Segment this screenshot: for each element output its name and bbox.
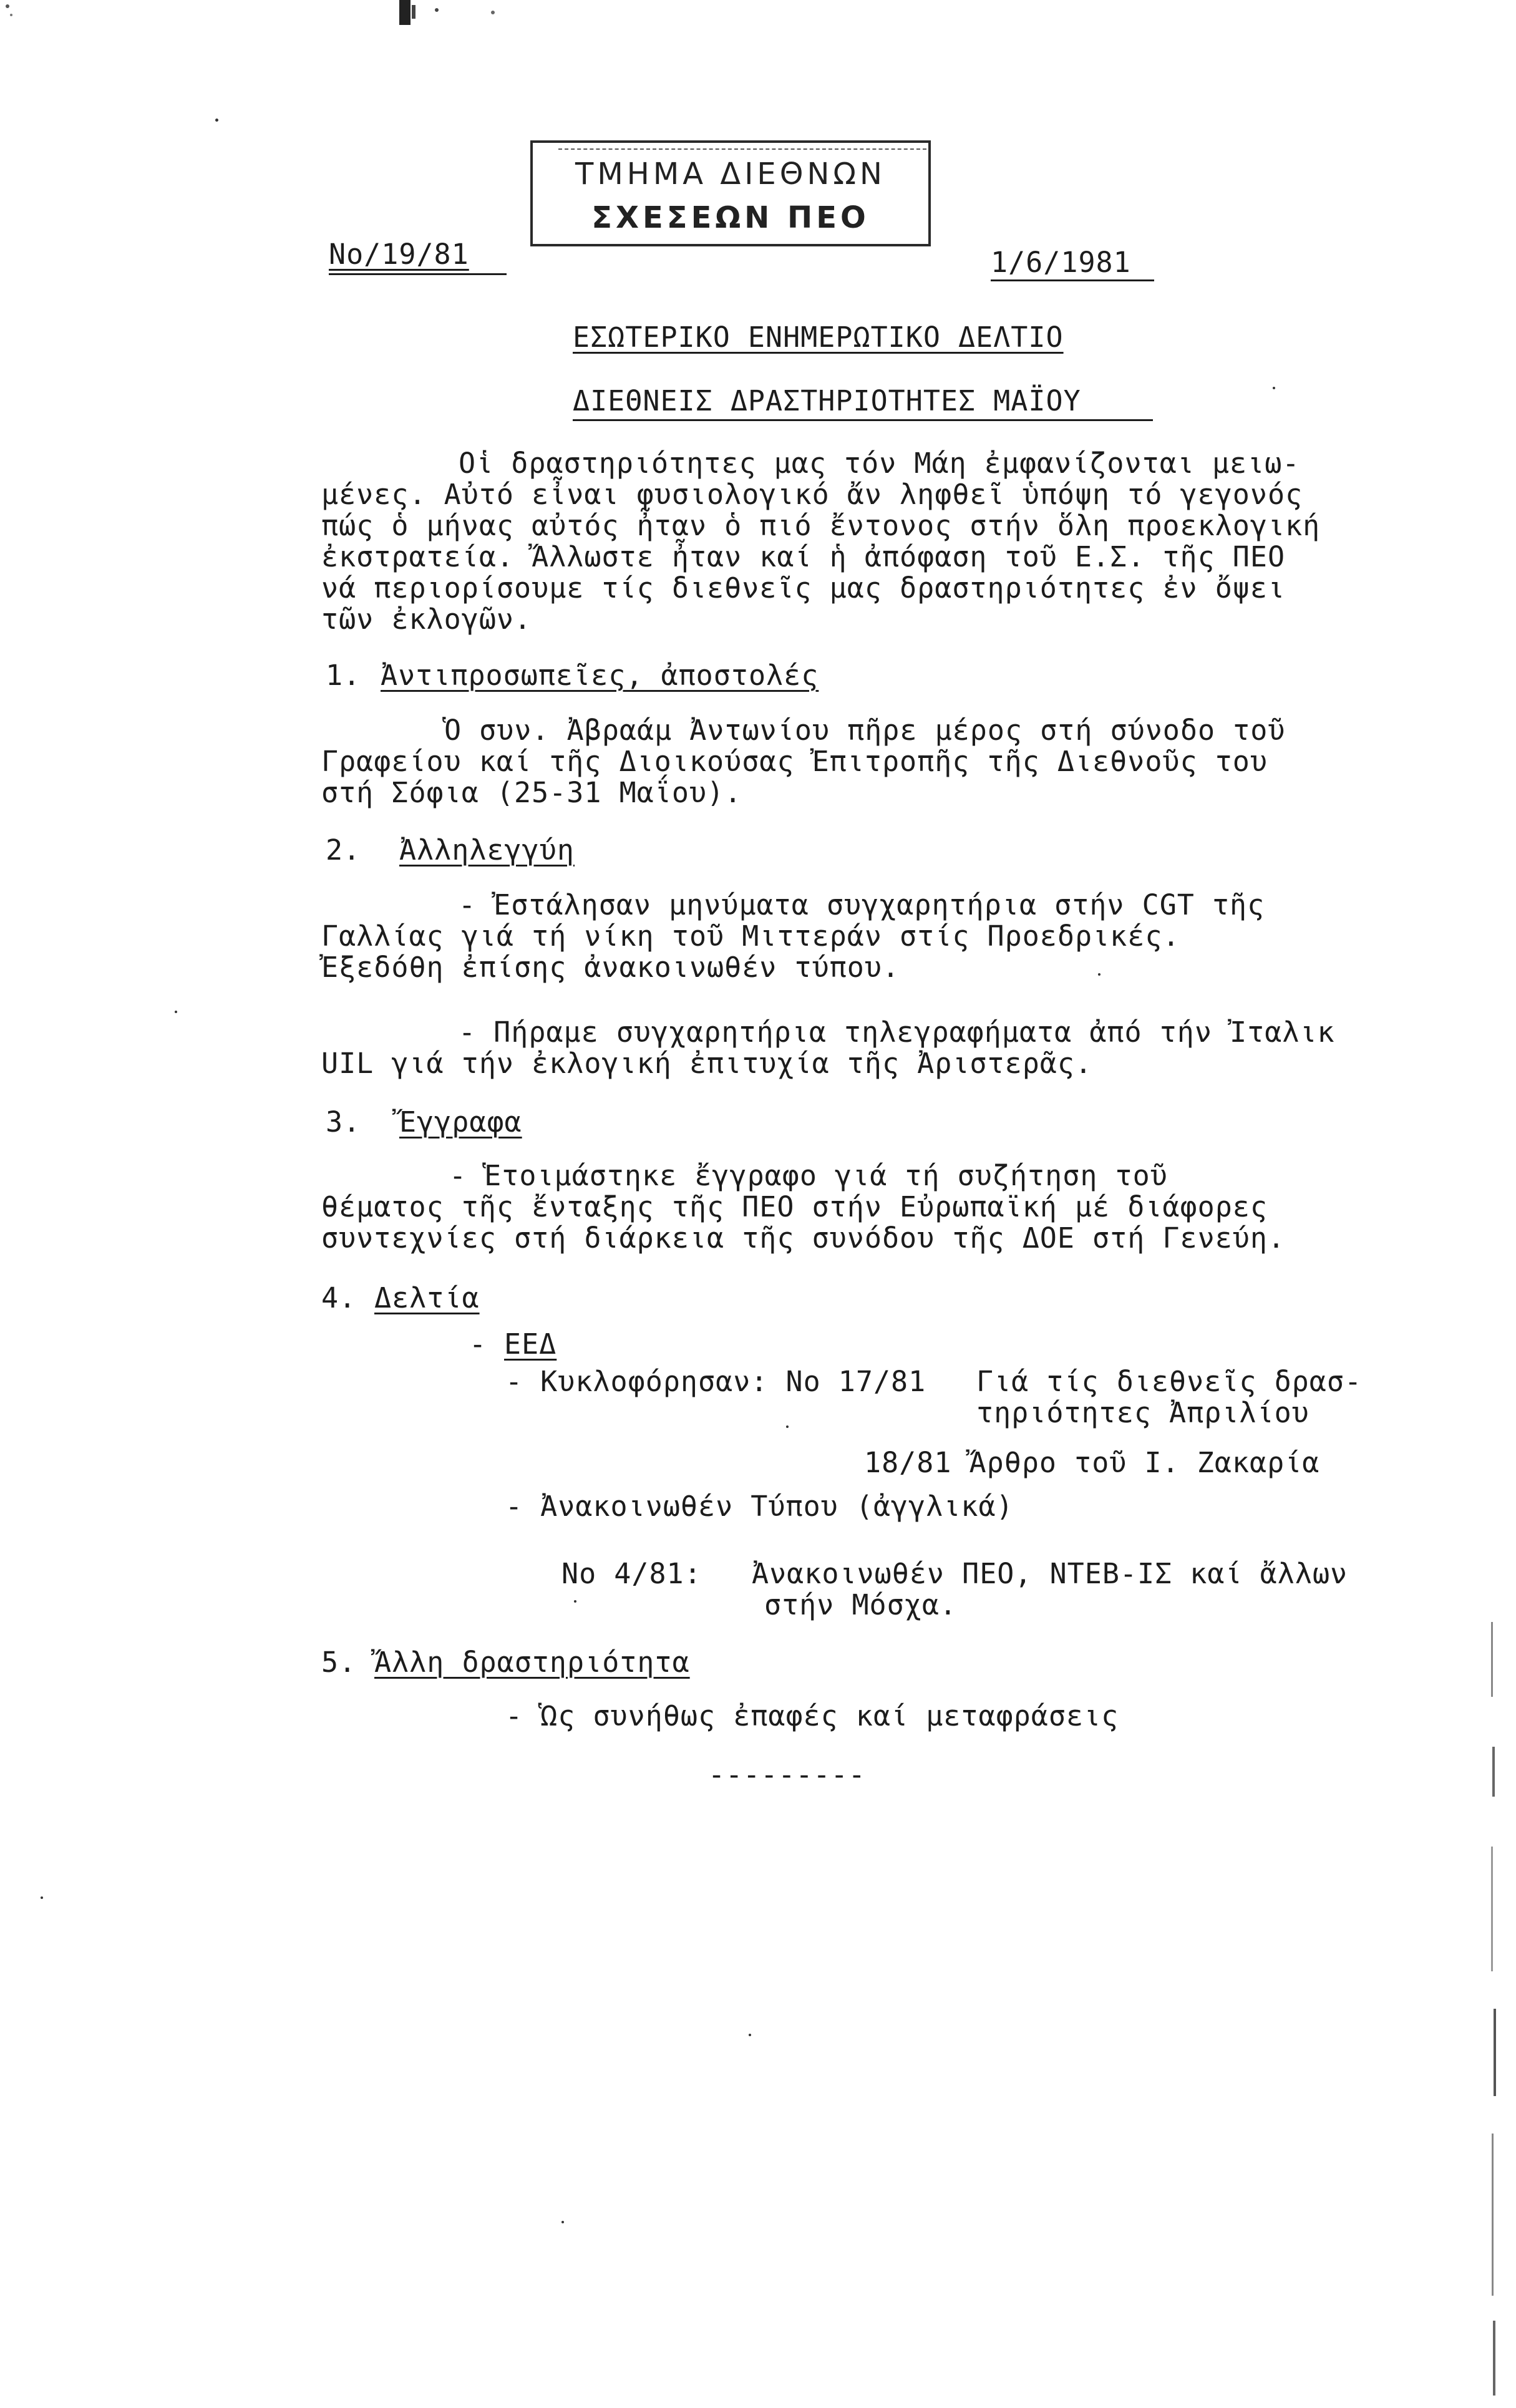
- section-5-line: - Ὡς συνήθως ἐπαφές καί μεταφράσεις: [505, 1699, 1119, 1732]
- circulated-item-1-a: Γιά τίς διεθνεῖς δρασ-: [976, 1365, 1363, 1398]
- scan-dot: [41, 1896, 43, 1899]
- stamp-line-1: ΤΜΗΜΑ ΔΙΕΘΝΩΝ: [575, 157, 886, 192]
- scan-margin-marks: [1479, 1622, 1516, 2408]
- section-2-line-4: - Πήραμε συγχαρητήρια τηλεγραφήματα ἀπό τήν Ἰταλικ: [459, 1016, 1335, 1049]
- intro-line-1: Οἱ δραστηριότητες μας τόν Μάη ἐμφανίζονται μειω-: [459, 447, 1300, 480]
- reference-number: No/19/81: [329, 238, 469, 271]
- section-4-number: 4.: [321, 1281, 357, 1314]
- circulated-item-2: 18/81 Ἄρθρο τοῦ Ι. Ζακαρία: [864, 1446, 1320, 1479]
- section-4-subheading: ΕΕΔ: [504, 1328, 557, 1361]
- section-3-heading: Ἔγγραφα: [399, 1105, 522, 1138]
- press-release-line-2: στήν Μόσχα.: [764, 1588, 958, 1621]
- department-stamp: [530, 140, 931, 246]
- date-underline: [991, 279, 1154, 281]
- scan-dot: [574, 1600, 576, 1603]
- subtitle-underline: [573, 419, 1153, 421]
- section-5-number: 5.: [321, 1646, 357, 1679]
- press-release-number: Νο 4/81:: [561, 1557, 702, 1590]
- intro-line-2: μένες. Αὐτό εἶναι φυσιολογικό ἄν ληφθεῖ ὑπόψη τό γεγονός: [321, 478, 1303, 511]
- section-2-line-1: - Ἐστάλησαν μηνύματα συγχαρητήρια στήν CGT τῆς: [459, 888, 1265, 921]
- section-2-line-2: Γαλλίας γιά τή νίκη τοῦ Μιττεράν στίς Προεδρικές.: [321, 920, 1180, 953]
- circulated-item-1-b: τηριότητες Ἀπριλίου: [976, 1396, 1309, 1429]
- section-3-line-1: - Ἑτοιμάστηκε ἔγγραφο γιά τή συζήτηση τοῦ: [449, 1159, 1168, 1192]
- scan-dot: [215, 119, 218, 122]
- section-3-line-3: συντεχνίες στή διάρκεια τῆς συνόδου τῆς ΔΟΕ στή Γενεύη.: [321, 1221, 1286, 1255]
- section-2-heading: Ἀλληλεγγύη: [399, 833, 575, 867]
- closing-dashes: ---------: [708, 1758, 866, 1791]
- section-2-number: 2.: [326, 833, 361, 867]
- section-3-line-2: θέματος τῆς ἔνταξης τῆς ΠΕΟ στήν Εὐρωπαϊκή μέ διάφορες: [321, 1190, 1268, 1223]
- section-2-line-5: UIL γιά τήν ἐκλογική ἐπιτυχία τῆς Ἀριστερᾶς.: [321, 1047, 1093, 1080]
- scan-dot: [175, 1011, 177, 1013]
- section-1-heading: Ἀντιπροσωπεῖες, ἀποστολές: [381, 659, 819, 692]
- press-release-line-1: Ἀνακοινωθέν ΠΕΟ, ΝΤΕΒ-ΙΣ καί ἄλλων: [752, 1557, 1348, 1590]
- scan-dot: [786, 1425, 789, 1428]
- stamp-line-2: ΣΧΕΣΕΩΝ ΠΕΟ: [591, 200, 870, 235]
- section-5-heading: Ἄλλη δραστηριότητα: [374, 1646, 690, 1679]
- document-title: ΕΣΩΤΕΡΙΚΟ ΕΝΗΜΕΡΩΤΙΚΟ ΔΕΛΤΙΟ: [573, 321, 1064, 354]
- intro-line-4: ἐκστρατεία. Ἄλλωστε ἦταν καί ἡ ἀπόφαση τοῦ Ε.Σ. τῆς ΠΕΟ: [321, 540, 1286, 573]
- section-1-line-3: στή Σόφια (25-31 Μαΐου).: [321, 776, 742, 809]
- section-4-dash: -: [469, 1328, 487, 1361]
- press-release-label: - Ἀνακοινωθέν Τύπου (ἀγγλικά): [505, 1490, 1014, 1523]
- scan-dot: [561, 2221, 564, 2223]
- section-1-number: 1.: [326, 659, 361, 692]
- scan-dot: [1273, 387, 1275, 389]
- section-3-number: 3.: [326, 1105, 361, 1138]
- intro-line-3: πώς ὁ μήνας αὐτός ἦταν ὁ πιό ἔντονος στήν ὅλη προεκλογική: [321, 509, 1321, 542]
- scan-dot: [1098, 973, 1101, 976]
- scan-specks: [0, 0, 561, 37]
- intro-line-5: νά περιορίσουμε τίς διεθνεῖς μας δραστηριότητες ἐν ὄψει: [321, 571, 1286, 604]
- section-1-line-1: Ὁ συν. Ἀβραάμ Ἀντωνίου πῆρε μέρος στή σύνοδο τοῦ: [444, 714, 1286, 747]
- document-date: 1/6/1981: [991, 246, 1131, 279]
- section-2-line-3: Ἐξεδόθη ἐπίσης ἀνακοινωθέν τύπου.: [321, 951, 900, 984]
- section-4-heading: Δελτία: [374, 1281, 480, 1314]
- intro-line-6: τῶν ἐκλογῶν.: [321, 603, 532, 636]
- reference-underline: [329, 273, 507, 275]
- circulated-label: - Κυκλοφόρησαν: Νο 17/81: [505, 1365, 926, 1398]
- document-subtitle: ΔΙΕΘΝΕΙΣ ΔΡΑΣΤΗΡΙΟΤΗΤΕΣ ΜΑΪΟΥ: [573, 384, 1081, 417]
- scan-dot: [749, 2034, 751, 2036]
- section-1-line-2: Γραφείου καί τῆς Διοικούσας Ἐπιτροπῆς τῆς Διεθνοῦς του: [321, 745, 1268, 778]
